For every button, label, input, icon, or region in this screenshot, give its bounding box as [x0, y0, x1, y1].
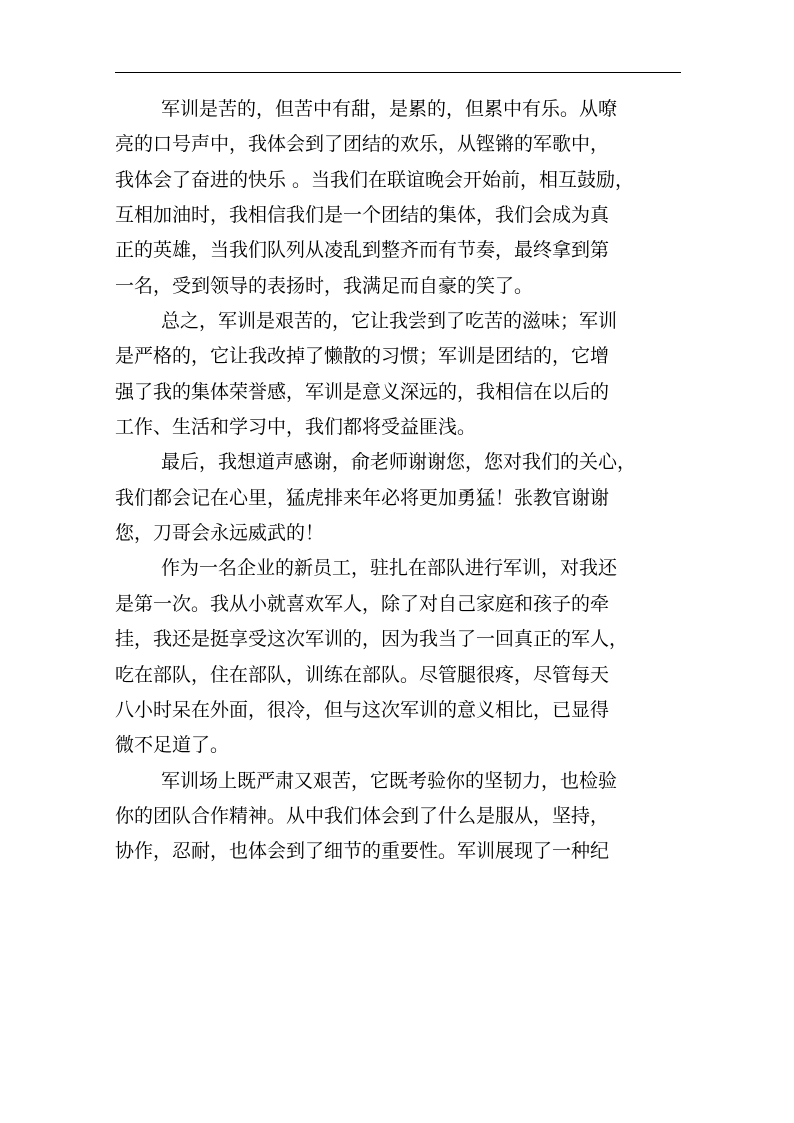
text-line: 作为一名企业的新员工，驻扎在部队进行军训，对我还 — [161, 557, 618, 580]
text-line: 挂，我还是挺享受这次军训的，因为我当了一回真正的军人， — [115, 628, 629, 651]
paragraph-3 — [115, 445, 681, 551]
text-line: 军训是苦的，但苦中有甜，是累的，但累中有乐。从嘹 — [161, 98, 618, 120]
paragraph-4 — [115, 551, 681, 763]
paragraph-1 — [115, 92, 681, 304]
text-line: 吃在部队，住在部队，训练在部队。尽管腿很疼，尽管每天 — [115, 663, 610, 686]
page-body — [115, 92, 681, 870]
text-line: 工作、生活和学习中，我们都将受益匪浅。 — [115, 416, 477, 439]
text-line: 亮的口号声中，我体会到了团结的欢乐，从铿锵的军歌中， — [115, 133, 610, 156]
paragraph-2 — [115, 304, 681, 445]
text-line: 一名，受到领导的表扬时，我满足而自豪的笑了。 — [115, 274, 534, 297]
text-line: 是严格的，它让我改掉了懒散的习惯；军训是团结的，它增 — [115, 345, 610, 368]
text-line: 协作，忍耐，也体会到了细节的重要性。军训展现了一种纪 — [115, 840, 610, 863]
text-line: 正的英雄，当我们队列从凌乱到整齐而有节奏，最终拿到第 — [115, 239, 610, 262]
header-rule — [115, 72, 681, 73]
text-line: 微不足道了。 — [115, 734, 230, 757]
text-line: 强了我的集体荣誉感，军训是意义深远的，我相信在以后的 — [115, 380, 610, 403]
text-line: 互相加油时，我相信我们是一个团结的集体，我们会成为真 — [115, 204, 610, 227]
text-line: 我们都会记在心里，猛虎排来年必将更加勇猛！张教官谢谢 — [115, 486, 610, 509]
text-line: 八小时呆在外面，很冷，但与这次军训的意义相比，已显得 — [115, 698, 610, 721]
text-line: 军训场上既严肃又艰苦，它既考验你的坚韧力，也检验 — [161, 769, 618, 792]
paragraph-5 — [115, 764, 681, 870]
text-line: 你的团队合作精神。从中我们体会到了什么是服从，坚持， — [115, 804, 610, 827]
text-line: 是第一次。我从小就喜欢军人，除了对自己家庭和孩子的牵 — [115, 592, 610, 615]
text-line: 我体会了奋进的快乐 。当我们在联谊晚会开始前，相互鼓励， — [115, 168, 635, 191]
text-line: 总之，军训是艰苦的，它让我尝到了吃苦的滋味；军训 — [161, 310, 618, 333]
text-line: 最后，我想道声感谢，俞老师谢谢您，您对我们的关心， — [161, 451, 637, 474]
text-line: 您，刀哥会永远威武的！ — [115, 522, 325, 545]
